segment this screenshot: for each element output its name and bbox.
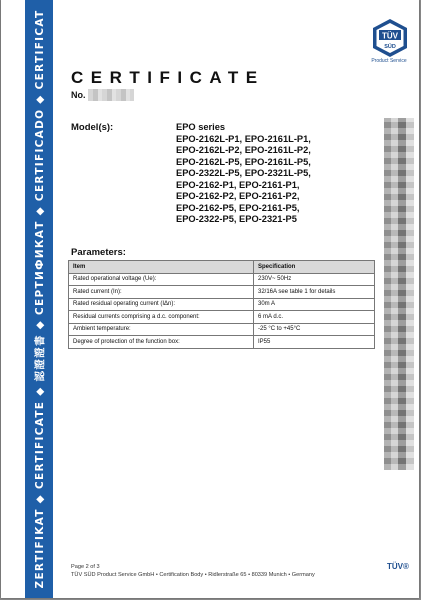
redacted-number bbox=[88, 89, 134, 101]
row-spec: 32/16A see table 1 for details bbox=[254, 286, 375, 299]
tuv-logo-icon bbox=[370, 18, 410, 58]
redacted-side-strip bbox=[384, 118, 414, 470]
table-row bbox=[69, 273, 375, 286]
row-spec: IP55 bbox=[254, 336, 375, 349]
models-line: EPO-2162L-P5, EPO-2161L-P5, bbox=[176, 156, 311, 167]
models-label: Model(s): bbox=[71, 122, 114, 133]
row-item: Ambient temperature: bbox=[69, 323, 254, 336]
row-spec: 30m A bbox=[254, 298, 375, 311]
parameters-label: Parameters: bbox=[71, 247, 126, 258]
table-row bbox=[69, 298, 375, 311]
row-spec: 230V~ 50Hz bbox=[254, 273, 375, 286]
header-item: Item bbox=[69, 261, 254, 274]
tuv-mark: TÜV® bbox=[387, 562, 409, 571]
row-item: Rated operational voltage (Ue): bbox=[69, 273, 254, 286]
row-spec: 6 mA d.c. bbox=[254, 311, 375, 324]
table-row bbox=[69, 336, 375, 349]
models-line: EPO-2162-P2, EPO-2161-P2, bbox=[176, 191, 300, 201]
logo-sub: SÜD bbox=[384, 44, 396, 50]
models-line: EPO series bbox=[176, 122, 226, 132]
parameters-table bbox=[68, 260, 375, 349]
models-line: EPO-2162L-P2, EPO-2161L-P2, bbox=[176, 145, 311, 155]
models-line: EPO-2322-P5, EPO-2321-P5 bbox=[176, 214, 297, 224]
side-band-text: ZERTIFIKAT ◆ CERTIFICATE ◆ 認證證書 ◆ СЕРТИФИКАТ ◆ CERTIFICADO ◆ CERTIFICAT bbox=[33, 9, 46, 589]
page-number: Page 2 of 3 bbox=[71, 564, 100, 570]
models-line: EPO-2162L-P1, EPO-2161L-P1, bbox=[176, 133, 311, 144]
row-item: Rated residual operating current (IΔn): bbox=[69, 298, 254, 311]
row-item: Residual currents comprising a d.c. component: bbox=[69, 311, 254, 324]
table-row bbox=[69, 311, 375, 324]
logo-caption: Product Service bbox=[371, 58, 407, 64]
table-row bbox=[69, 323, 375, 336]
models-line: EPO-2322L-P5, EPO-2321L-P5, bbox=[176, 168, 311, 178]
document-title: CERTIFICATE bbox=[71, 68, 265, 87]
footer bbox=[71, 564, 315, 579]
row-spec: -25 °C to +45°C bbox=[254, 323, 375, 336]
table-row bbox=[69, 286, 375, 299]
row-item: Rated current (In): bbox=[69, 286, 254, 299]
models-line: EPO-2162-P1, EPO-2161-P1, bbox=[176, 179, 300, 190]
issuer-line: TÜV SÜD Product Service GmbH • Certification Body • Ridlerstraße 65 • 80339 Munich • Germany bbox=[71, 571, 315, 578]
models-line: EPO-2162-P5, EPO-2161-P5, bbox=[176, 202, 300, 213]
table-header-row bbox=[69, 261, 375, 274]
certificate-number-label: No. bbox=[71, 90, 86, 100]
logo-text: TÜV bbox=[382, 31, 398, 41]
header-specification: Specification bbox=[254, 261, 375, 274]
models-list bbox=[176, 122, 311, 226]
row-item: Degree of protection of the function box: bbox=[69, 336, 254, 349]
certificate-page bbox=[1, 0, 419, 598]
